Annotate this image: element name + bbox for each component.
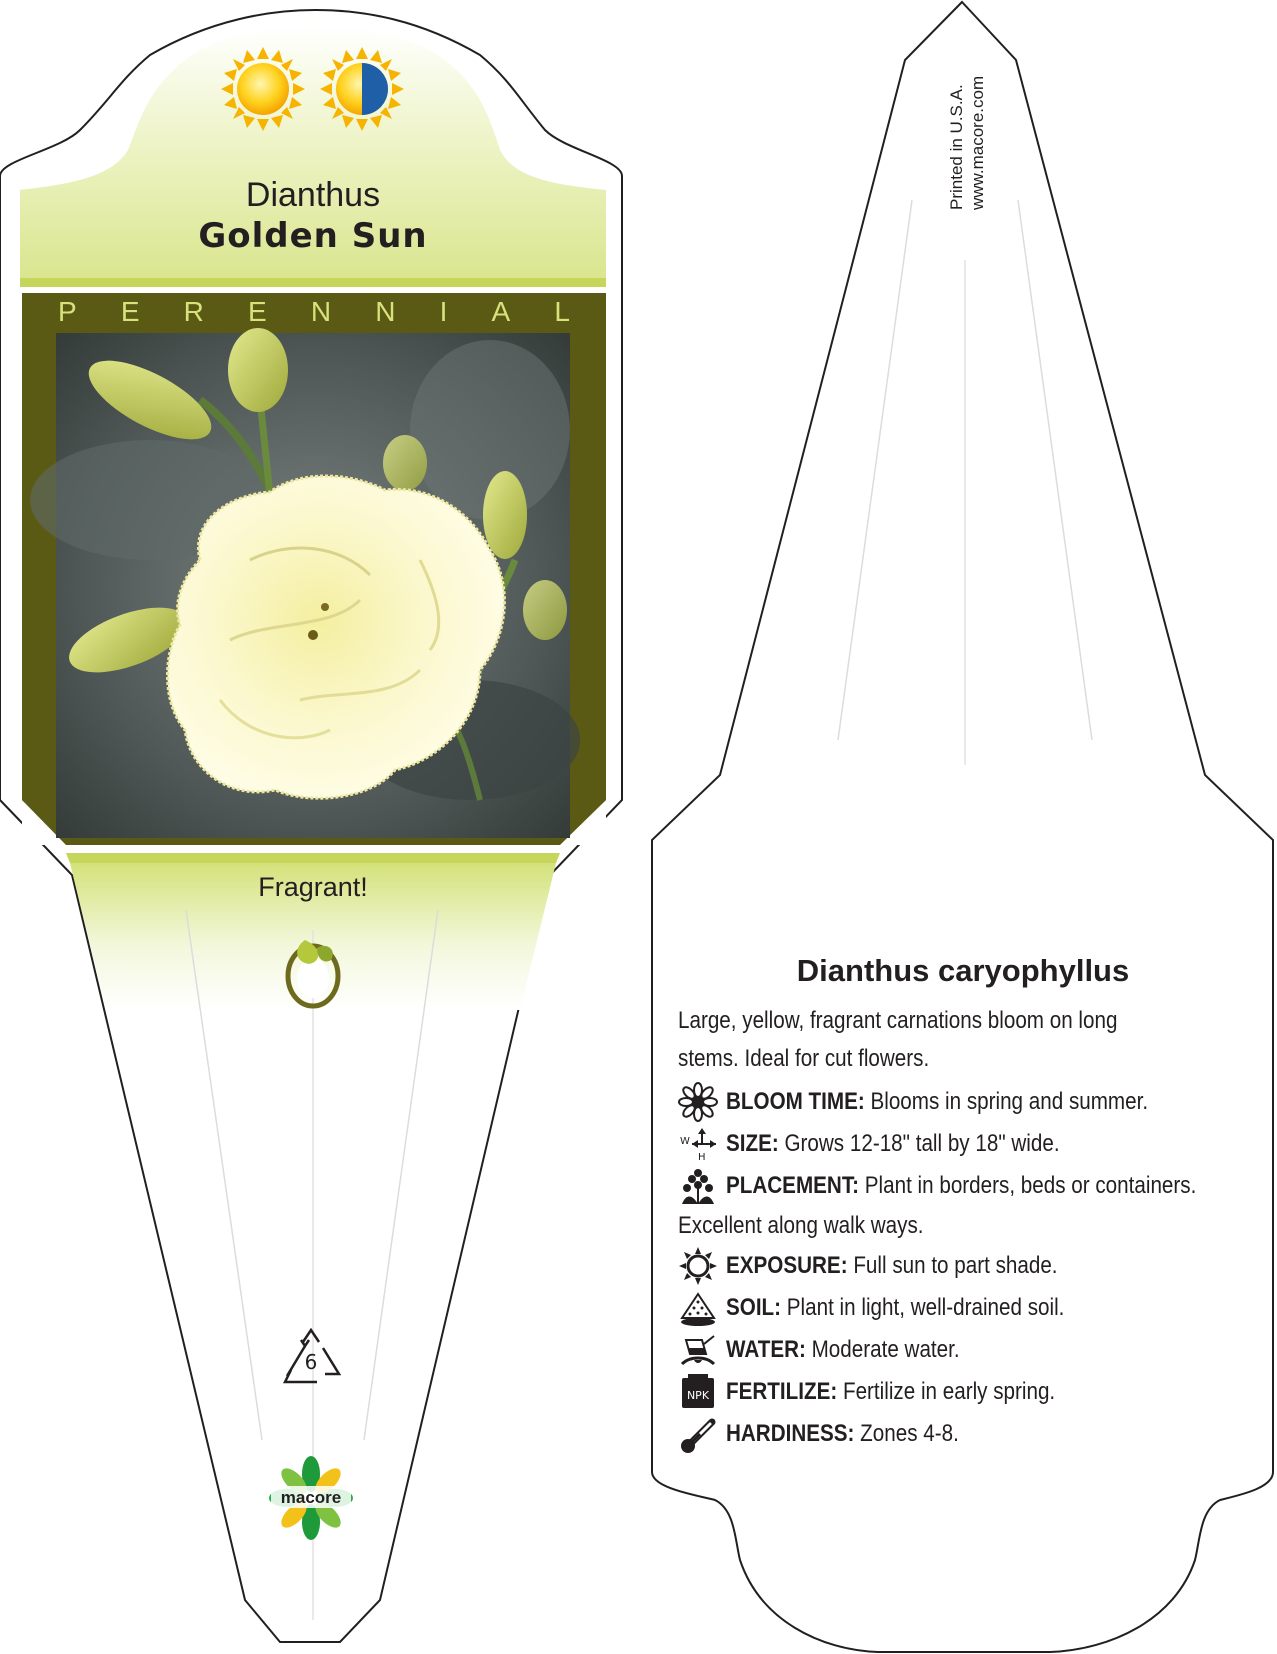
sun-icon [678, 1246, 718, 1286]
care-label: EXPOSURE: [726, 1252, 848, 1279]
care-label: SIZE: [726, 1130, 779, 1157]
category-letter: A [491, 296, 511, 327]
species-name: Dianthus caryophyllus [796, 953, 1130, 988]
care-row-bloom-time [678, 1082, 1217, 1122]
care-row-fertilize [678, 1372, 1109, 1412]
care-label: WATER: [726, 1336, 806, 1363]
care-label: SOIL: [726, 1294, 782, 1321]
flower-icon [678, 1082, 718, 1122]
care-text: Plant in borders, beds or containers. [864, 1172, 1197, 1199]
soil-icon [678, 1288, 718, 1328]
care-row-soil [678, 1288, 1120, 1328]
watering-can-icon [678, 1330, 718, 1370]
category-letter: E [120, 296, 140, 327]
category-letter: E [248, 296, 267, 327]
category-label [22, 296, 606, 332]
care-text: Moderate water. [811, 1336, 960, 1363]
printed-in: Printed in U.S.A. [947, 84, 966, 210]
npk-icon [678, 1372, 718, 1412]
care-text: Plant in light, well-drained soil. [786, 1294, 1065, 1321]
size-icon-h: H [698, 1152, 706, 1163]
plant-cultivar: Golden Sun [198, 216, 428, 256]
size-icon-w: W [680, 1136, 690, 1147]
care-label: BLOOM TIME: [726, 1088, 865, 1115]
care-text: Full sun to part shade. [853, 1252, 1058, 1279]
category-letter: I [439, 296, 448, 327]
plant-description: Large, yellow, fragrant carnations bloom on long stems. Ideal for cut flowers. [678, 1007, 1118, 1072]
thermometer-icon [678, 1414, 718, 1454]
brand-name: macore [280, 1488, 342, 1507]
care-row-water [678, 1330, 998, 1370]
category-letter: N [310, 296, 332, 327]
care-label: PLACEMENT: [726, 1172, 860, 1199]
care-row-hardiness [678, 1414, 997, 1454]
recycle-code: 6 [304, 1350, 318, 1374]
care-label: FERTILIZE: [726, 1378, 838, 1405]
care-text: Grows 12-18" tall by 18" wide. [784, 1130, 1060, 1157]
care-text: Blooms in spring and summer. [870, 1088, 1149, 1115]
care-row-exposure [678, 1246, 1112, 1286]
placement-continued: Excellent along walk ways. [678, 1212, 924, 1239]
website: www.macore.com [968, 75, 987, 210]
care-text: Fertilize in early spring. [842, 1378, 1056, 1405]
category-letter: R [183, 296, 204, 327]
category-letter: L [554, 296, 570, 327]
care-row-placement [678, 1166, 1273, 1206]
npk-label: NPK [686, 1389, 710, 1402]
care-text: Zones 4-8. [860, 1420, 959, 1447]
print-info [946, 76, 988, 210]
feature-tagline: Fragrant! [258, 872, 368, 902]
category-letter: P [58, 296, 77, 327]
care-row-size [678, 1124, 1114, 1164]
placement-icon [678, 1166, 718, 1206]
care-label: HARDINESS: [726, 1420, 855, 1447]
plant-genus: Dianthus [245, 176, 381, 214]
category-letter: N [375, 296, 396, 327]
size-icon [678, 1124, 718, 1164]
